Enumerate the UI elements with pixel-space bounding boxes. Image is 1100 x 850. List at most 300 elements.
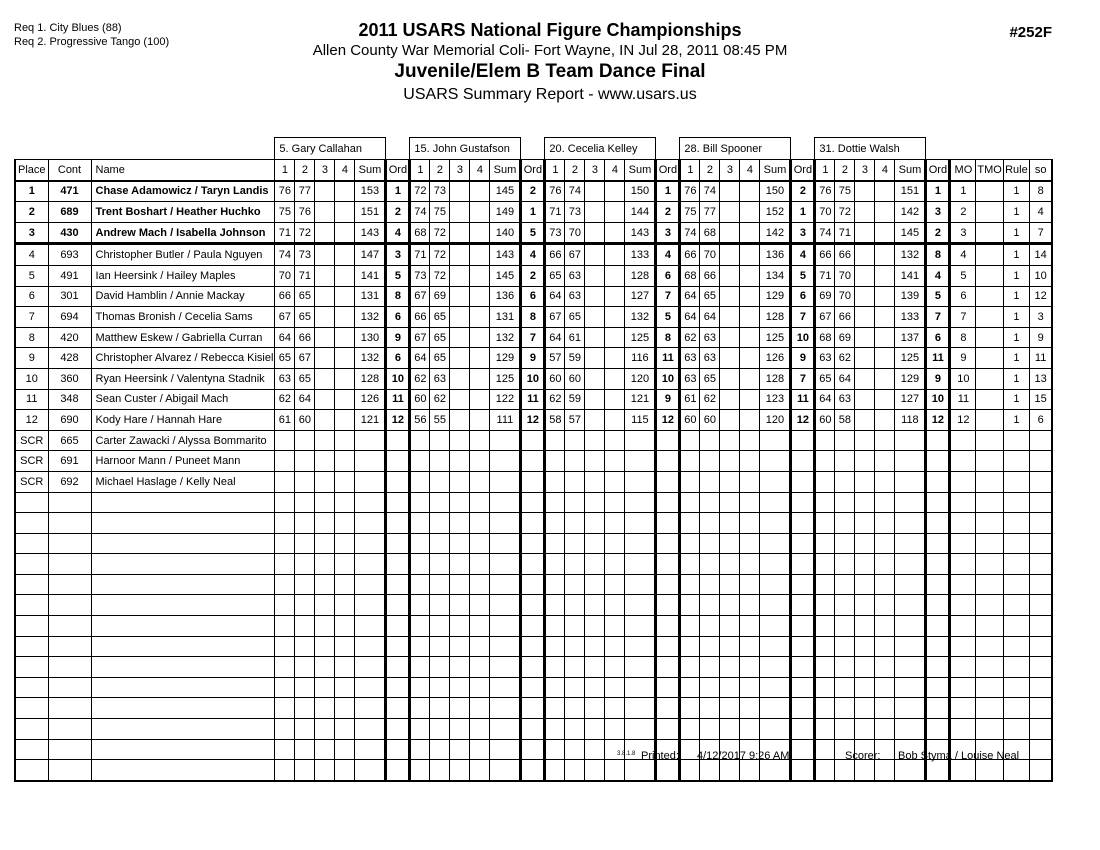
mo-cell: 2 bbox=[950, 202, 976, 223]
sum-cell: 131 bbox=[355, 286, 386, 307]
sum-cell bbox=[355, 595, 386, 616]
cont-cell: 692 bbox=[48, 471, 91, 492]
tmo-cell bbox=[976, 471, 1003, 492]
score-cell bbox=[585, 554, 605, 575]
score-cell bbox=[835, 595, 855, 616]
score-cell: 63 bbox=[680, 348, 700, 369]
sum-cell bbox=[355, 430, 386, 451]
sum-cell: 136 bbox=[490, 286, 521, 307]
score-cell bbox=[410, 533, 430, 554]
ord-cell bbox=[386, 595, 410, 616]
score-cell bbox=[565, 574, 585, 595]
score-cell bbox=[315, 286, 335, 307]
score-cell: 63 bbox=[275, 368, 295, 389]
header-spacer bbox=[791, 138, 815, 160]
score-cell: 59 bbox=[565, 389, 585, 410]
tmo-cell bbox=[976, 368, 1003, 389]
sum-cell bbox=[895, 574, 926, 595]
ord-cell bbox=[386, 636, 410, 657]
score-cell bbox=[605, 492, 625, 513]
rule-cell bbox=[1003, 554, 1029, 575]
sum-cell: 126 bbox=[760, 348, 791, 369]
col-score-4-4: 4 bbox=[740, 160, 760, 181]
score-cell: 64 bbox=[680, 307, 700, 328]
score-cell bbox=[335, 265, 355, 286]
score-cell bbox=[720, 202, 740, 223]
ord-cell bbox=[521, 719, 545, 740]
sum-cell bbox=[625, 554, 656, 575]
ord-cell bbox=[521, 430, 545, 451]
place-cell bbox=[15, 595, 48, 616]
score-cell bbox=[545, 698, 565, 719]
col-so: so bbox=[1029, 160, 1052, 181]
score-cell bbox=[565, 513, 585, 534]
score-cell bbox=[315, 410, 335, 431]
score-cell bbox=[430, 719, 450, 740]
score-cell bbox=[720, 574, 740, 595]
name-cell: Kody Hare / Hannah Hare bbox=[91, 410, 275, 431]
ord-cell bbox=[656, 513, 680, 534]
score-cell bbox=[470, 739, 490, 760]
tmo-cell bbox=[976, 327, 1003, 348]
score-cell: 74 bbox=[700, 181, 720, 202]
score-cell bbox=[720, 327, 740, 348]
score-cell bbox=[875, 636, 895, 657]
score-cell: 63 bbox=[700, 327, 720, 348]
score-cell bbox=[430, 492, 450, 513]
score-cell bbox=[680, 677, 700, 698]
score-cell bbox=[740, 181, 760, 202]
place-cell: 11 bbox=[15, 389, 48, 410]
score-cell bbox=[315, 636, 335, 657]
score-cell: 66 bbox=[815, 244, 835, 266]
ord-cell bbox=[656, 760, 680, 781]
sum-cell: 120 bbox=[625, 368, 656, 389]
score-cell bbox=[565, 760, 585, 781]
name-cell: Ian Heersink / Hailey Maples bbox=[91, 265, 275, 286]
cont-cell bbox=[48, 760, 91, 781]
score-cell bbox=[275, 719, 295, 740]
sum-cell: 111 bbox=[490, 410, 521, 431]
score-cell bbox=[835, 657, 855, 678]
ord-cell bbox=[521, 595, 545, 616]
score-cell bbox=[700, 698, 720, 719]
score-cell bbox=[875, 348, 895, 369]
score-cell bbox=[700, 616, 720, 637]
score-cell bbox=[855, 181, 875, 202]
score-cell bbox=[585, 533, 605, 554]
ord-cell: 12 bbox=[386, 410, 410, 431]
so-cell bbox=[1029, 760, 1052, 781]
rule-cell bbox=[1003, 492, 1029, 513]
tmo-cell bbox=[976, 181, 1003, 202]
score-cell bbox=[545, 451, 565, 472]
score-cell: 72 bbox=[430, 244, 450, 266]
name-cell: Ryan Heersink / Valentyna Stadnik bbox=[91, 368, 275, 389]
score-cell: 62 bbox=[700, 389, 720, 410]
ord-cell: 10 bbox=[926, 389, 950, 410]
ord-cell bbox=[386, 657, 410, 678]
score-cell bbox=[470, 307, 490, 328]
tmo-cell bbox=[976, 636, 1003, 657]
score-cell bbox=[855, 719, 875, 740]
score-cell bbox=[605, 760, 625, 781]
score-cell bbox=[430, 451, 450, 472]
score-cell bbox=[740, 265, 760, 286]
header-spacer bbox=[926, 138, 950, 160]
score-cell bbox=[585, 368, 605, 389]
score-cell bbox=[275, 657, 295, 678]
score-cell bbox=[585, 471, 605, 492]
score-cell bbox=[450, 533, 470, 554]
score-cell: 74 bbox=[680, 222, 700, 244]
score-cell bbox=[295, 533, 315, 554]
so-cell: 7 bbox=[1029, 222, 1052, 244]
tmo-cell bbox=[976, 616, 1003, 637]
name-cell: Carter Zawacki / Alyssa Bommarito bbox=[91, 430, 275, 451]
place-cell bbox=[15, 677, 48, 698]
score-cell bbox=[315, 574, 335, 595]
score-cell bbox=[740, 698, 760, 719]
score-cell bbox=[430, 513, 450, 534]
score-cell: 71 bbox=[815, 265, 835, 286]
score-cell bbox=[410, 574, 430, 595]
score-cell bbox=[450, 595, 470, 616]
sum-cell bbox=[490, 451, 521, 472]
col-name: Name bbox=[91, 160, 275, 181]
tmo-cell bbox=[976, 348, 1003, 369]
score-cell bbox=[450, 451, 470, 472]
sum-cell: 153 bbox=[355, 181, 386, 202]
cont-cell bbox=[48, 574, 91, 595]
tmo-cell bbox=[976, 513, 1003, 534]
score-cell bbox=[295, 513, 315, 534]
mo-cell: 1 bbox=[950, 181, 976, 202]
score-cell bbox=[335, 760, 355, 781]
sum-cell: 145 bbox=[490, 265, 521, 286]
score-cell bbox=[875, 202, 895, 223]
ord-cell bbox=[521, 636, 545, 657]
score-cell bbox=[295, 554, 315, 575]
score-cell bbox=[835, 616, 855, 637]
score-cell bbox=[545, 554, 565, 575]
score-cell bbox=[315, 595, 335, 616]
score-cell: 70 bbox=[565, 222, 585, 244]
sum-cell: 127 bbox=[625, 286, 656, 307]
rule-cell bbox=[1003, 533, 1029, 554]
cont-cell bbox=[48, 595, 91, 616]
ord-cell: 8 bbox=[926, 244, 950, 266]
score-cell bbox=[605, 181, 625, 202]
score-cell: 65 bbox=[700, 368, 720, 389]
name-cell: Sean Custer / Abigail Mach bbox=[91, 389, 275, 410]
ord-cell: 8 bbox=[521, 307, 545, 328]
sum-cell bbox=[895, 698, 926, 719]
score-cell bbox=[450, 348, 470, 369]
ord-cell: 5 bbox=[656, 307, 680, 328]
score-cell bbox=[605, 513, 625, 534]
score-cell bbox=[335, 410, 355, 431]
score-cell bbox=[875, 181, 895, 202]
score-cell bbox=[605, 222, 625, 244]
venue-date-line: Allen County War Memorial Coli- Fort Wayne, IN Jul 28, 2011 08:45 PM bbox=[312, 42, 788, 59]
col-score-2-3: 3 bbox=[450, 160, 470, 181]
rule-cell bbox=[1003, 719, 1029, 740]
score-cell bbox=[585, 181, 605, 202]
ord-cell bbox=[521, 677, 545, 698]
mo-cell: 9 bbox=[950, 348, 976, 369]
mo-cell: 10 bbox=[950, 368, 976, 389]
score-cell bbox=[430, 677, 450, 698]
score-cell bbox=[565, 698, 585, 719]
score-cell: 62 bbox=[680, 327, 700, 348]
judge-name-2: 15. John Gustafson bbox=[410, 138, 521, 160]
sum-cell: 120 bbox=[760, 410, 791, 431]
ord-cell: 12 bbox=[791, 410, 815, 431]
sum-cell bbox=[355, 513, 386, 534]
score-cell bbox=[605, 389, 625, 410]
score-cell bbox=[585, 307, 605, 328]
score-cell: 58 bbox=[835, 410, 855, 431]
ord-cell: 11 bbox=[791, 389, 815, 410]
score-cell bbox=[720, 719, 740, 740]
ord-cell: 11 bbox=[656, 348, 680, 369]
score-cell bbox=[875, 222, 895, 244]
score-cell: 70 bbox=[700, 244, 720, 266]
score-cell bbox=[720, 348, 740, 369]
mo-cell bbox=[950, 636, 976, 657]
score-cell bbox=[470, 492, 490, 513]
col-score-3-3: 3 bbox=[585, 160, 605, 181]
sum-cell: 152 bbox=[760, 202, 791, 223]
score-cell: 74 bbox=[565, 181, 585, 202]
tmo-cell bbox=[976, 307, 1003, 328]
score-cell bbox=[740, 513, 760, 534]
score-cell bbox=[875, 677, 895, 698]
score-cell bbox=[470, 265, 490, 286]
ord-cell: 6 bbox=[926, 327, 950, 348]
score-cell bbox=[295, 595, 315, 616]
score-cell: 64 bbox=[295, 389, 315, 410]
empty-row bbox=[15, 657, 1052, 678]
name-cell bbox=[91, 574, 275, 595]
col-ord-4: Ord bbox=[791, 160, 815, 181]
sum-cell: 149 bbox=[490, 202, 521, 223]
score-cell bbox=[295, 739, 315, 760]
score-cell bbox=[585, 492, 605, 513]
score-cell: 63 bbox=[815, 348, 835, 369]
score-cell bbox=[605, 430, 625, 451]
score-cell bbox=[855, 554, 875, 575]
score-cell bbox=[315, 616, 335, 637]
score-cell bbox=[430, 739, 450, 760]
score-cell bbox=[275, 677, 295, 698]
score-cell bbox=[275, 471, 295, 492]
score-cell bbox=[565, 677, 585, 698]
score-cell: 63 bbox=[680, 368, 700, 389]
score-cell bbox=[680, 657, 700, 678]
mo-cell: 7 bbox=[950, 307, 976, 328]
ord-cell bbox=[521, 616, 545, 637]
rule-cell: 1 bbox=[1003, 222, 1029, 244]
score-cell: 64 bbox=[835, 368, 855, 389]
score-cell bbox=[450, 698, 470, 719]
rule-cell bbox=[1003, 451, 1029, 472]
score-cell bbox=[410, 430, 430, 451]
score-cell bbox=[875, 244, 895, 266]
place-cell: 5 bbox=[15, 265, 48, 286]
sum-cell bbox=[355, 533, 386, 554]
cont-cell bbox=[48, 533, 91, 554]
sum-cell bbox=[490, 471, 521, 492]
score-cell bbox=[855, 348, 875, 369]
table-row bbox=[15, 368, 1052, 389]
score-cell: 68 bbox=[680, 265, 700, 286]
score-cell bbox=[875, 430, 895, 451]
cont-cell: 428 bbox=[48, 348, 91, 369]
ord-cell: 7 bbox=[791, 368, 815, 389]
name-cell bbox=[91, 492, 275, 513]
score-cell bbox=[700, 719, 720, 740]
name-cell bbox=[91, 719, 275, 740]
score-cell bbox=[315, 265, 335, 286]
score-cell: 64 bbox=[545, 327, 565, 348]
score-cell: 66 bbox=[295, 327, 315, 348]
score-cell bbox=[585, 657, 605, 678]
score-cell: 68 bbox=[815, 327, 835, 348]
so-cell bbox=[1029, 574, 1052, 595]
ord-cell bbox=[791, 719, 815, 740]
sum-cell: 151 bbox=[355, 202, 386, 223]
so-cell bbox=[1029, 554, 1052, 575]
score-cell bbox=[450, 471, 470, 492]
score-cell bbox=[875, 410, 895, 431]
cont-cell bbox=[48, 739, 91, 760]
score-cell bbox=[275, 533, 295, 554]
ord-cell bbox=[656, 636, 680, 657]
score-cell bbox=[740, 286, 760, 307]
col-place: Place bbox=[15, 160, 48, 181]
score-cell bbox=[335, 616, 355, 637]
sum-cell bbox=[355, 616, 386, 637]
scorer-value: Bob Styma / Louise Neal bbox=[898, 750, 1020, 762]
sum-cell bbox=[895, 554, 926, 575]
score-cell bbox=[430, 574, 450, 595]
score-cell: 69 bbox=[815, 286, 835, 307]
sum-cell bbox=[760, 719, 791, 740]
ord-cell bbox=[656, 471, 680, 492]
sum-cell bbox=[895, 471, 926, 492]
score-cell bbox=[585, 389, 605, 410]
score-cell bbox=[855, 595, 875, 616]
ord-cell bbox=[926, 760, 950, 781]
score-cell bbox=[335, 698, 355, 719]
ord-cell: 11 bbox=[926, 348, 950, 369]
sum-cell: 139 bbox=[895, 286, 926, 307]
sum-cell bbox=[625, 698, 656, 719]
ord-cell: 5 bbox=[386, 265, 410, 286]
sum-cell bbox=[625, 574, 656, 595]
so-cell: 8 bbox=[1029, 181, 1052, 202]
place-cell: 10 bbox=[15, 368, 48, 389]
score-cell: 60 bbox=[410, 389, 430, 410]
score-cell bbox=[835, 451, 855, 472]
mo-cell bbox=[950, 533, 976, 554]
score-cell bbox=[585, 265, 605, 286]
sum-cell: 128 bbox=[760, 307, 791, 328]
score-cell: 66 bbox=[275, 286, 295, 307]
sum-cell bbox=[625, 719, 656, 740]
ord-cell: 5 bbox=[521, 222, 545, 244]
ord-cell bbox=[791, 533, 815, 554]
score-cell bbox=[835, 513, 855, 534]
score-cell: 65 bbox=[295, 286, 315, 307]
ord-cell bbox=[791, 616, 815, 637]
score-cell bbox=[315, 492, 335, 513]
ord-cell: 12 bbox=[521, 410, 545, 431]
score-cell bbox=[315, 348, 335, 369]
score-cell: 65 bbox=[430, 327, 450, 348]
score-cell: 71 bbox=[275, 222, 295, 244]
mo-cell bbox=[950, 698, 976, 719]
sum-cell bbox=[760, 677, 791, 698]
tmo-cell bbox=[976, 492, 1003, 513]
score-cell bbox=[470, 574, 490, 595]
score-cell bbox=[680, 698, 700, 719]
score-cell bbox=[315, 513, 335, 534]
ord-cell bbox=[791, 760, 815, 781]
score-cell bbox=[295, 430, 315, 451]
score-cell bbox=[585, 222, 605, 244]
tmo-cell bbox=[976, 719, 1003, 740]
sum-cell: 143 bbox=[355, 222, 386, 244]
score-cell: 72 bbox=[410, 181, 430, 202]
rule-cell bbox=[1003, 471, 1029, 492]
score-cell bbox=[740, 719, 760, 740]
so-cell bbox=[1029, 677, 1052, 698]
place-cell: 2 bbox=[15, 202, 48, 223]
score-cell bbox=[450, 739, 470, 760]
score-cell bbox=[545, 430, 565, 451]
sum-cell: 142 bbox=[760, 222, 791, 244]
place-cell bbox=[15, 760, 48, 781]
score-cell bbox=[605, 307, 625, 328]
score-cell bbox=[605, 719, 625, 740]
score-cell: 59 bbox=[565, 348, 585, 369]
ord-cell bbox=[386, 492, 410, 513]
so-cell bbox=[1029, 595, 1052, 616]
place-cell: SCR bbox=[15, 451, 48, 472]
score-cell: 56 bbox=[410, 410, 430, 431]
sum-cell bbox=[355, 657, 386, 678]
score-cell bbox=[450, 616, 470, 637]
place-cell: SCR bbox=[15, 430, 48, 451]
score-cell: 75 bbox=[430, 202, 450, 223]
col-ord-1: Ord bbox=[386, 160, 410, 181]
score-cell bbox=[720, 265, 740, 286]
empty-row bbox=[15, 636, 1052, 657]
ord-cell: 3 bbox=[791, 222, 815, 244]
ord-cell: 8 bbox=[656, 327, 680, 348]
score-cell bbox=[450, 492, 470, 513]
name-cell: Thomas Bronish / Cecelia Sams bbox=[91, 307, 275, 328]
ord-cell: 4 bbox=[656, 244, 680, 266]
place-cell: 8 bbox=[15, 327, 48, 348]
score-cell bbox=[410, 677, 430, 698]
score-cell bbox=[720, 636, 740, 657]
score-cell bbox=[815, 719, 835, 740]
score-cell bbox=[430, 636, 450, 657]
